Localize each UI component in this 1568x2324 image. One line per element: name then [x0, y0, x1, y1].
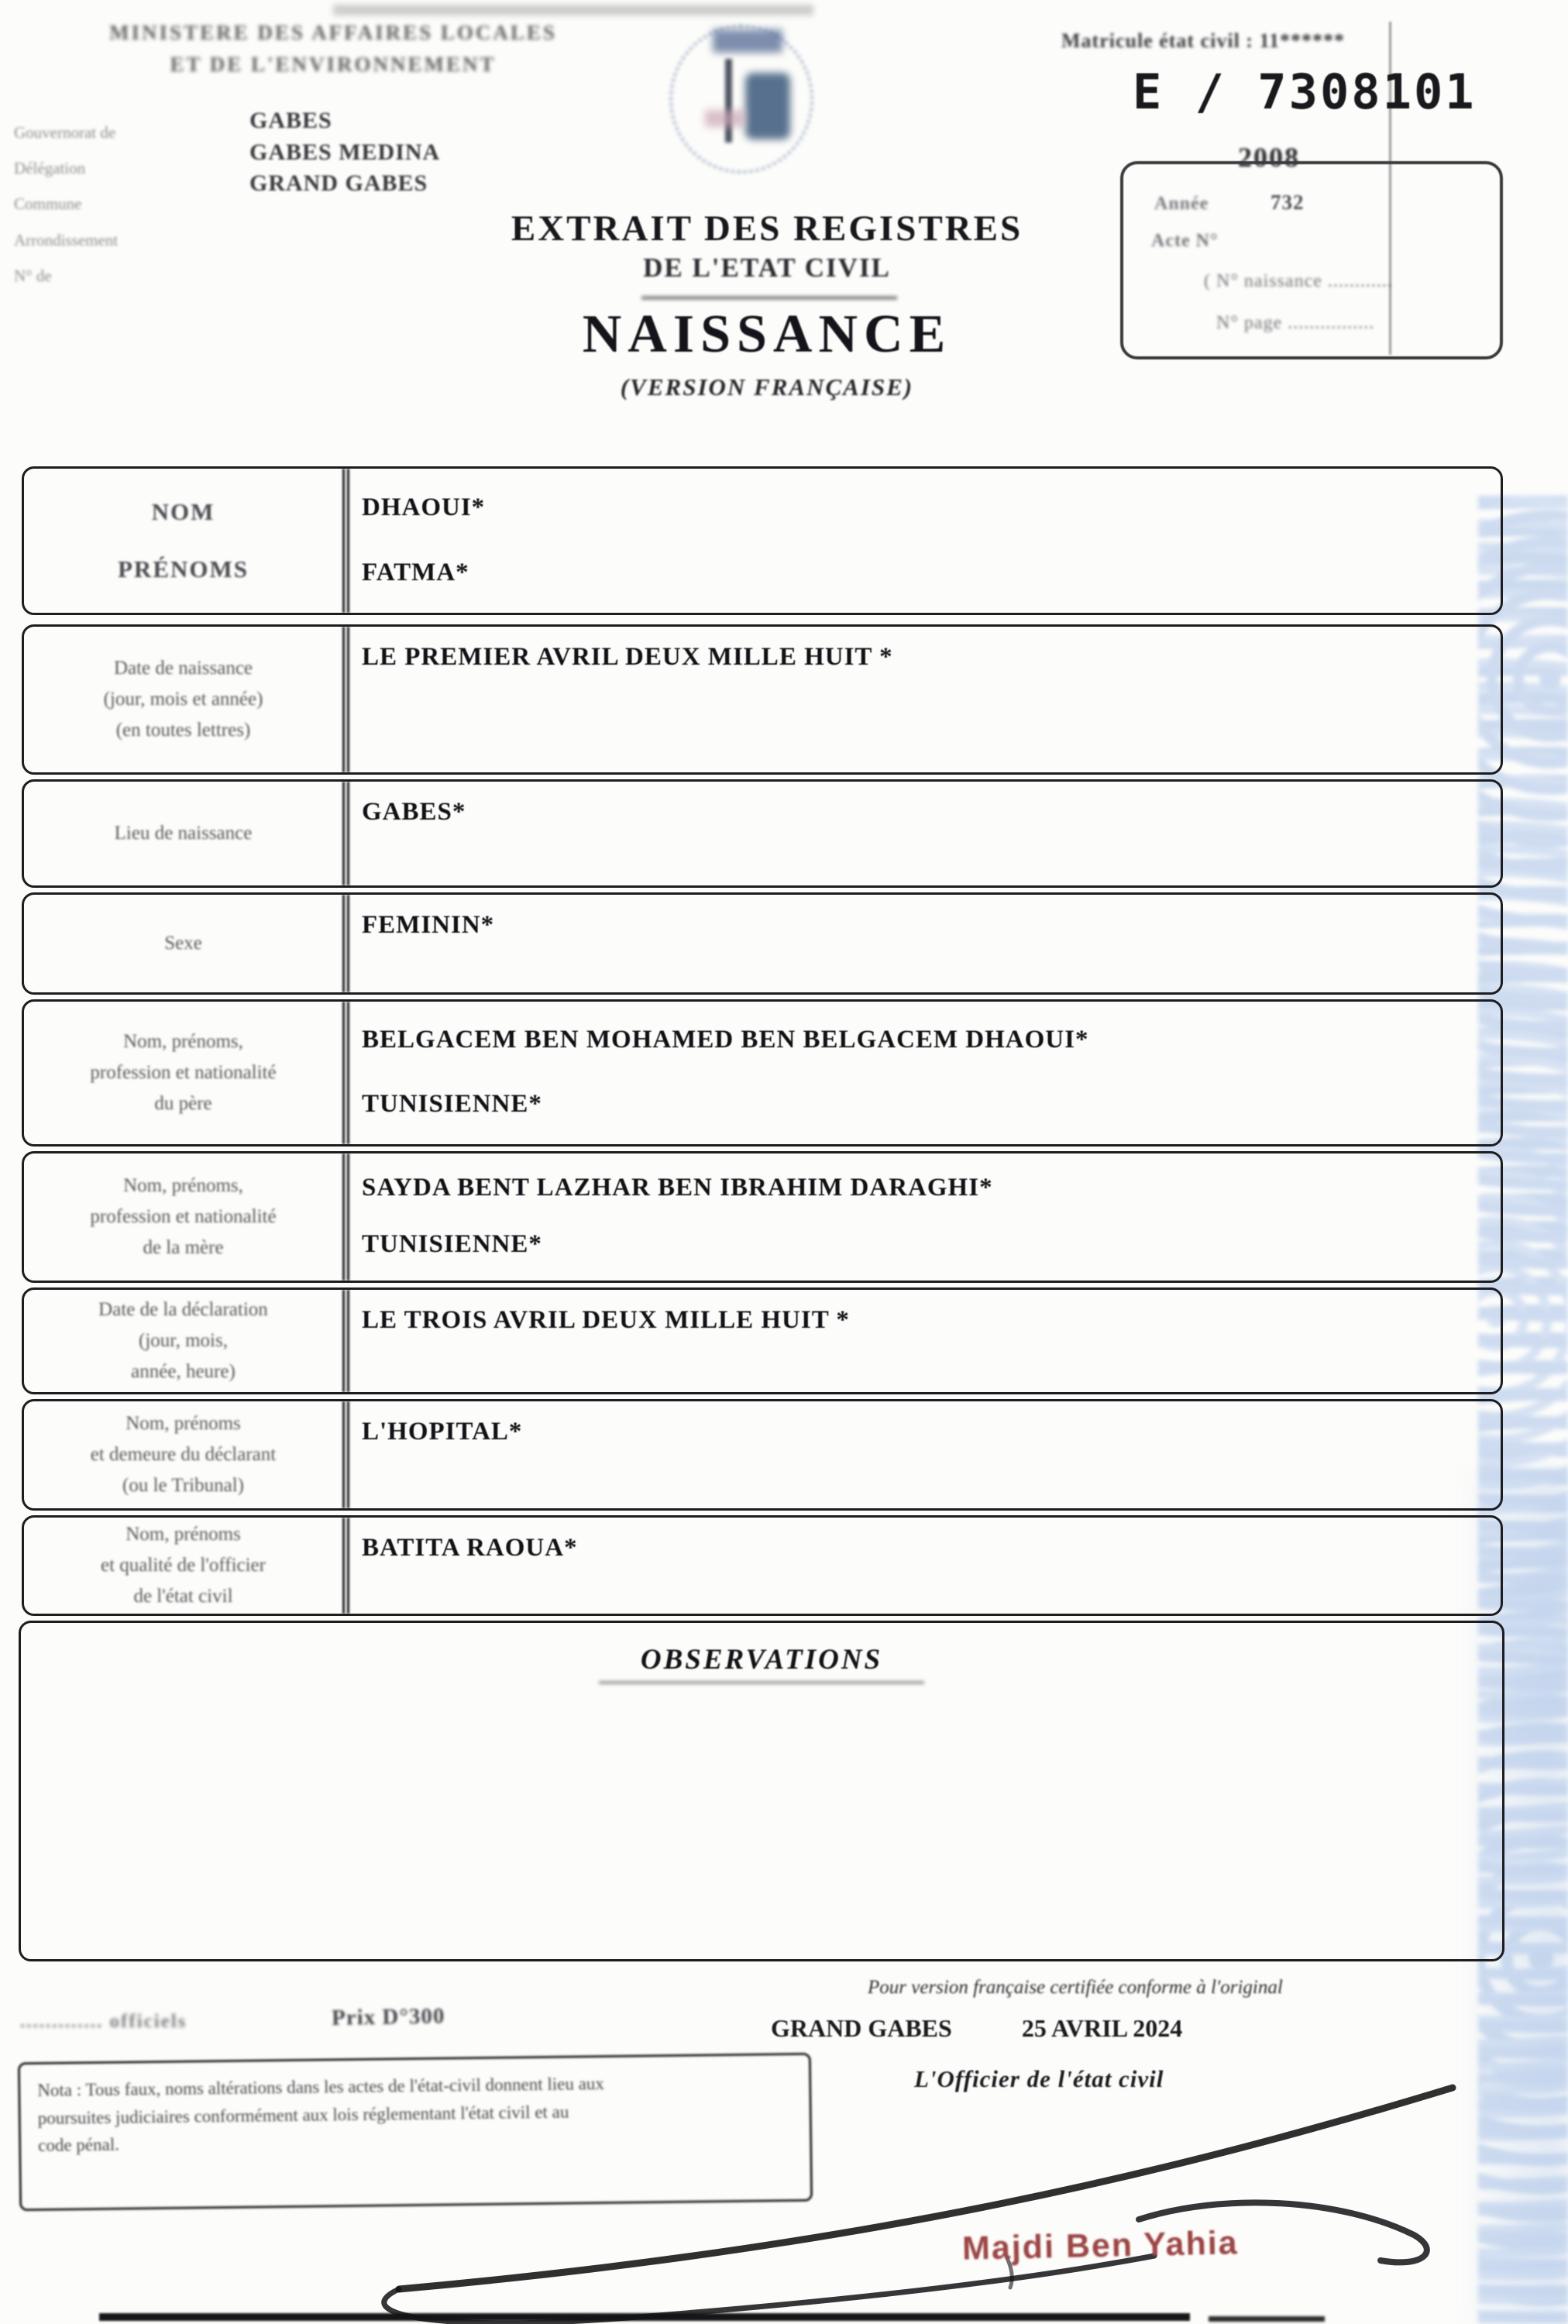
row-label: Nom, prénoms et qualité de l'officier de l'état civil [24, 1518, 349, 1614]
legal-footnote-box: Nota : Tous faux, noms altérations dans les actes de l'état-civil donnent lieu aux poursuites judiciaires conformément aux lois réglementant l'état civil et au code pénal. [18, 2053, 813, 2211]
official-seal [665, 19, 817, 178]
row-value: LE TROIS AVRIL DEUX MILLE HUIT * [362, 1306, 850, 1334]
table-row-officier [22, 1515, 1503, 1616]
seal-stamp-trace [705, 110, 745, 127]
ministry-header: MINISTERE DES AFFAIRES LOCALES ET DE L'ENVIRONNEMENT [109, 21, 557, 76]
row-label: NOM PRÉNOMS [24, 469, 349, 613]
officer-title: L'Officier de l'état civil [914, 2065, 1164, 2092]
seal-top-mark [713, 29, 782, 53]
seal-bar [725, 59, 732, 143]
row-value: GABES* [362, 798, 466, 826]
table-row-declarant [22, 1399, 1503, 1511]
observations-underline [599, 1681, 924, 1684]
row-label: Lieu de naissance [24, 782, 349, 885]
row-value: BATITA RAOUA* [362, 1534, 578, 1562]
officer-name-stamp: Majdi Ben Yahia [961, 2224, 1240, 2267]
registry-year: 2008 [1238, 142, 1300, 173]
row-label: Sexe [24, 895, 349, 992]
annee-value: 732 [1271, 191, 1305, 214]
row-value: BELGACEM BEN MOHAMED BEN BELGACEM DHAOUI* TUNISIENNE* [362, 1026, 1089, 1119]
table-row-date-declaration [22, 1287, 1503, 1394]
row-label: Nom, prénoms, profession et nationalité de la mère [24, 1153, 349, 1281]
observations-title: OBSERVATIONS [640, 1644, 883, 1676]
table-row-lieu-naissance [22, 779, 1503, 888]
annee-label: Année [1154, 194, 1209, 214]
row-label: Date de la déclaration (jour, mois, année, heure) [24, 1290, 349, 1392]
table-row-date-naissance [22, 624, 1503, 775]
region-names: GABES GABES MEDINA GRAND GABES [249, 108, 441, 196]
place: GRAND GABES [771, 2014, 952, 2042]
registry-box-line4: N° page ................ [1216, 313, 1375, 333]
officer-signature [333, 2061, 1472, 2324]
observations-box [19, 1621, 1504, 1961]
scan-smudge-top [333, 5, 813, 15]
title-squiggle [641, 296, 897, 300]
row-value: FEMININ* [362, 911, 495, 939]
row-label: Date de naissance (jour, mois et année) (en toutes lettres) [24, 627, 349, 772]
table-row-nom-prenoms [22, 466, 1503, 615]
price-label: Prix D°300 [331, 2003, 445, 2030]
registry-number: E / 7308101 [1133, 64, 1477, 120]
stamp-note-left: ............. officiels [20, 2011, 187, 2032]
registry-box-line3: ( N° naissance ............ [1204, 271, 1393, 291]
document-title-sub: (VERSION FRANÇAISE) [620, 373, 914, 401]
row-value: L'HOPITAL* [362, 1418, 523, 1446]
table-row-sexe [22, 892, 1503, 995]
date: 25 AVRIL 2024 [1021, 2014, 1183, 2042]
registry-details-box [1120, 161, 1503, 359]
place-and-date [771, 2014, 1468, 2043]
admin-field-labels: Gouvernorat de Délégation Commune Arrondissement N° de [14, 123, 119, 285]
row-value: SAYDA BENT LAZHAR BEN IBRAHIM DARAGHI* TUNISIENNE* [362, 1174, 993, 1259]
row-value: DHAOUI* FATMA* [362, 493, 486, 586]
document-title-line2: DE L'ETAT CIVIL [643, 253, 891, 283]
document-title-main: NAISSANCE [582, 304, 952, 364]
row-value: LE PREMIER AVRIL DEUX MILLE HUIT * [362, 643, 893, 671]
document-title-line1: EXTRAIT DES REGISTRES [511, 208, 1023, 249]
row-label: Nom, prénoms, profession et nationalité du père [24, 1002, 349, 1144]
certification-line: Pour version française certifiée conforme à l'original [868, 1977, 1283, 1998]
matricule-line: Matricule état civil : 11****** [1061, 29, 1346, 52]
row-label: Nom, prénoms et demeure du déclarant (ou le Tribunal) [24, 1401, 349, 1508]
seal-emblem [745, 73, 790, 139]
table-row-mere [22, 1151, 1503, 1283]
table-row-pere [22, 999, 1503, 1147]
acte-label: Acte N° [1151, 231, 1219, 251]
